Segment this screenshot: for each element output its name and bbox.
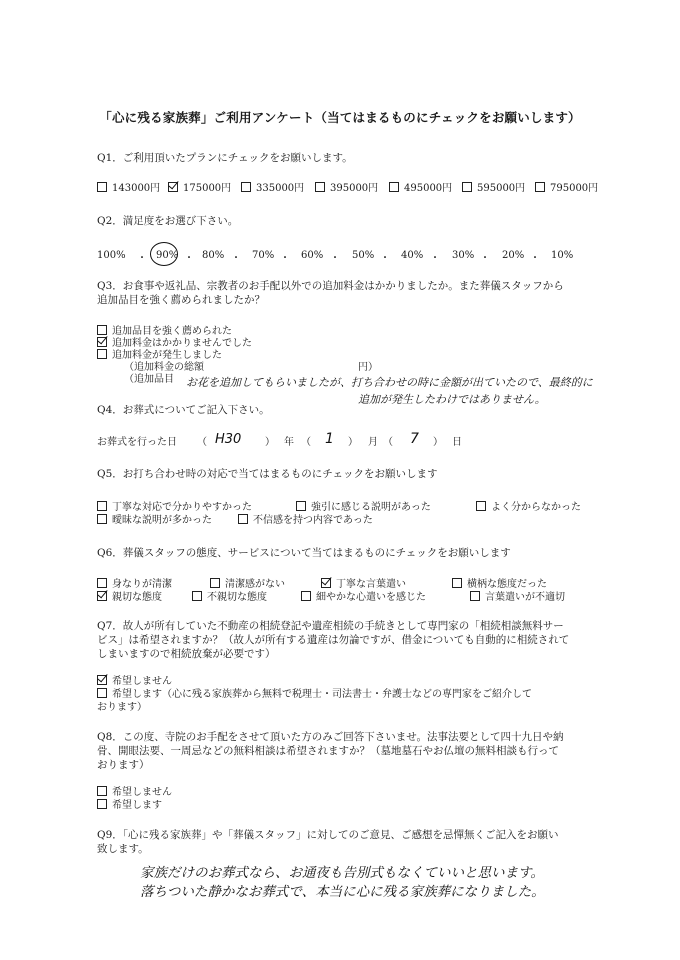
q7-label-line2: ビス」は希望されますか？（故人が所有する遺産は勿論ですが、借金についても自動的に相続されて	[97, 634, 570, 646]
q2-separator: ・	[480, 253, 490, 264]
q4-close-paren: ）	[433, 437, 443, 448]
q6-checkbox-4[interactable]	[452, 578, 462, 588]
q2-separator: ・	[330, 253, 340, 264]
q4-era-value[interactable]: H30	[215, 432, 242, 447]
q8-checkbox-2[interactable]	[97, 799, 107, 809]
survey-title: 「心に残る家族葬」ご利用アンケート（当てはまるものにチェックをお願いします）	[99, 110, 581, 125]
q6-label: Q6．葬儀スタッフの態度、サービスについて当てはまるものにチェックをお願いします	[97, 547, 511, 559]
q2-scale-40[interactable]: 40%	[401, 250, 424, 261]
q6-option-5[interactable]: 親切な態度	[97, 591, 162, 604]
q3-checkbox-3[interactable]	[97, 349, 107, 359]
q9-label-line1: Q9．「心に残る家族葬」や「葬儀スタッフ」に対してのご意見、ご感想を忌憚無くご記入をお願い	[97, 829, 559, 841]
q5-checkbox-3[interactable]	[476, 501, 486, 511]
q2-separator: ・	[280, 253, 290, 264]
q4-open-paren: （	[383, 437, 393, 448]
q3-checkbox-1[interactable]	[97, 325, 107, 335]
q3-option-2[interactable]: 追加料金はかかりませんでした	[97, 337, 252, 350]
q2-label: Q2．満足度をお選び下さい。	[97, 215, 239, 227]
q6-option-4[interactable]: 横柄な態度だった	[452, 578, 547, 591]
q7-checkbox-1[interactable]	[97, 675, 107, 685]
q6-checkbox-8[interactable]	[470, 591, 480, 601]
q1-checkbox-4[interactable]	[315, 182, 325, 192]
q3-option-3[interactable]: 追加料金が発生しました	[97, 349, 222, 362]
q7-option-2[interactable]: 希望します（心に残る家族葬から無料で税理士・司法書士・弁護士などの専門家をご紹介して	[97, 688, 532, 701]
q5-checkbox-2[interactable]	[296, 501, 306, 511]
q7-option-2-continued: おります）	[97, 702, 147, 713]
q2-scale-10[interactable]: 10%	[551, 250, 574, 261]
q8-option-2[interactable]: 希望します	[97, 799, 162, 812]
q7-option-1[interactable]: 希望しません	[97, 675, 172, 688]
q2-separator: ・	[231, 253, 241, 264]
q1-checkbox-7[interactable]	[535, 182, 545, 192]
q3-label-line1: Q3．お食事や返礼品、宗教者のお手配以外での追加料金はかかりましたか。また葬儀スタッフから	[97, 280, 564, 292]
selection-circle	[150, 242, 178, 266]
q3-amount-label: （追加料金の総額	[124, 362, 204, 373]
q6-checkbox-6[interactable]	[192, 591, 202, 601]
q2-scale-80[interactable]: 80%	[202, 250, 225, 261]
q1-checkbox-5[interactable]	[389, 182, 399, 192]
q2-separator: ・	[530, 253, 540, 264]
q7-label-line3: しまいますので相続放棄が必要です）	[97, 648, 276, 660]
q2-separator: ・	[430, 253, 440, 264]
q4-month-unit: 月	[368, 437, 378, 448]
q6-option-8[interactable]: 言葉遣いが不適切	[470, 591, 565, 604]
q6-option-6[interactable]: 不親切な態度	[192, 591, 267, 604]
q3-option-1[interactable]: 追加品目を強く薦められた	[97, 325, 232, 338]
q1-option-2[interactable]: 175000円	[168, 182, 231, 195]
q4-month-value[interactable]: 1	[325, 431, 334, 447]
q2-separator: ・	[380, 253, 390, 264]
q8-label-line3: おります）	[97, 759, 150, 771]
q1-option-4[interactable]: 395000円	[315, 182, 378, 195]
q7-checkbox-2[interactable]	[97, 688, 107, 698]
q4-open-paren: （	[197, 437, 207, 448]
q9-handwritten-line1: 家族だけのお葬式なら、お通夜も告別式もなくていいと思います。	[140, 865, 544, 881]
q4-close-paren: ）	[348, 437, 358, 448]
q2-scale-90[interactable]: 90%	[156, 250, 179, 261]
q1-option-1[interactable]: 143000円	[97, 182, 160, 195]
q5-option-3[interactable]: よく分からなかった	[476, 501, 581, 514]
q4-label: Q4．お葬式についてご記入下さい。	[97, 404, 270, 416]
q2-scale-100[interactable]: 100%	[97, 250, 126, 261]
q6-checkbox-7[interactable]	[301, 591, 311, 601]
q1-option-6[interactable]: 595000円	[462, 182, 525, 195]
q1-checkbox-6[interactable]	[462, 182, 472, 192]
q5-option-5[interactable]: 不信感を持つ内容であった	[238, 514, 373, 527]
q2-scale-60[interactable]: 60%	[301, 250, 324, 261]
q1-checkbox-1[interactable]	[97, 182, 107, 192]
q1-option-7[interactable]: 795000円	[535, 182, 598, 195]
q8-label-line2: 骨、開眼法要、一周忌などの無料相談は希望されますか？（墓地墓石やお仏壇の無料相談も行って	[97, 745, 559, 757]
q5-checkbox-5[interactable]	[238, 514, 248, 524]
q5-option-4[interactable]: 曖昧な説明が多かった	[97, 514, 212, 527]
q6-checkbox-2[interactable]	[210, 578, 220, 588]
q7-label-line1: Q7．故人が所有していた不動産の相続登記や遺産相続の手続きとして専門家の「相続相談無料サー	[97, 620, 564, 632]
q4-date-label: お葬式を行った日	[97, 437, 177, 448]
q4-close-paren: ）	[265, 437, 275, 448]
q3-handwritten-line1: お花を追加してもらいましたが、打ち合わせの時に金額が出ていたので、最終的に	[186, 376, 593, 389]
q2-separator: ・	[184, 253, 194, 264]
q4-day-value[interactable]: 7	[410, 431, 419, 447]
q6-checkbox-3[interactable]	[321, 578, 331, 588]
q5-checkbox-1[interactable]	[97, 501, 107, 511]
q5-option-2[interactable]: 強引に感じる説明があった	[296, 501, 431, 514]
q9-label-line2: 致します。	[97, 843, 149, 855]
q3-items-label: （追加品目	[124, 374, 174, 385]
q1-checkbox-3[interactable]	[241, 182, 251, 192]
q1-label: Q1．ご利用頂いたプランにチェックをお願いします。	[97, 152, 353, 164]
q2-scale-50[interactable]: 50%	[352, 250, 375, 261]
q9-handwritten-line2: 落ちついた静かなお葬式で、本当に心に残る家族葬になりました。	[140, 884, 545, 900]
q2-scale-70[interactable]: 70%	[252, 250, 275, 261]
q6-checkbox-1[interactable]	[97, 578, 107, 588]
q4-open-paren: （	[301, 437, 311, 448]
q5-option-1[interactable]: 丁寧な対応で分かりやすかった	[97, 501, 252, 514]
q4-year-unit: 年	[284, 437, 294, 448]
q2-separator: ・	[137, 253, 147, 264]
q5-label: Q5．お打ち合わせ時の対応で当てはまるものにチェックをお願いします	[97, 468, 438, 480]
q3-checkbox-2[interactable]	[97, 337, 107, 347]
q4-day-unit: 日	[452, 437, 462, 448]
q6-option-3[interactable]: 丁寧な言葉遣い	[321, 578, 406, 591]
q3-amount-unit: 円）	[358, 362, 378, 373]
q6-option-2[interactable]: 清潔感がない	[210, 578, 285, 591]
q3-label-line2: 追加品目を強く薦められましたか？	[97, 294, 265, 306]
q1-option-3[interactable]: 335000円	[241, 182, 304, 195]
q2-scale-30[interactable]: 30%	[452, 250, 475, 261]
q6-option-1[interactable]: 身なりが清潔	[97, 578, 172, 591]
q8-checkbox-1[interactable]	[97, 786, 107, 796]
q8-option-1[interactable]: 希望しません	[97, 786, 172, 799]
q8-label-line1: Q8．この度、寺院のお手配をさせて頂いた方のみご回答下さいませ。法事法要として四十九日や納	[97, 731, 564, 743]
q6-checkbox-5[interactable]	[97, 591, 107, 601]
q1-checkbox-2[interactable]	[168, 182, 178, 192]
q1-option-5[interactable]: 495000円	[389, 182, 452, 195]
q6-option-7[interactable]: 細やかな心遣いを感じた	[301, 591, 426, 604]
q2-scale-20[interactable]: 20%	[502, 250, 525, 261]
q3-handwritten-line2: 追加が発生したわけではありません。	[358, 393, 546, 406]
q5-checkbox-4[interactable]	[97, 514, 107, 524]
